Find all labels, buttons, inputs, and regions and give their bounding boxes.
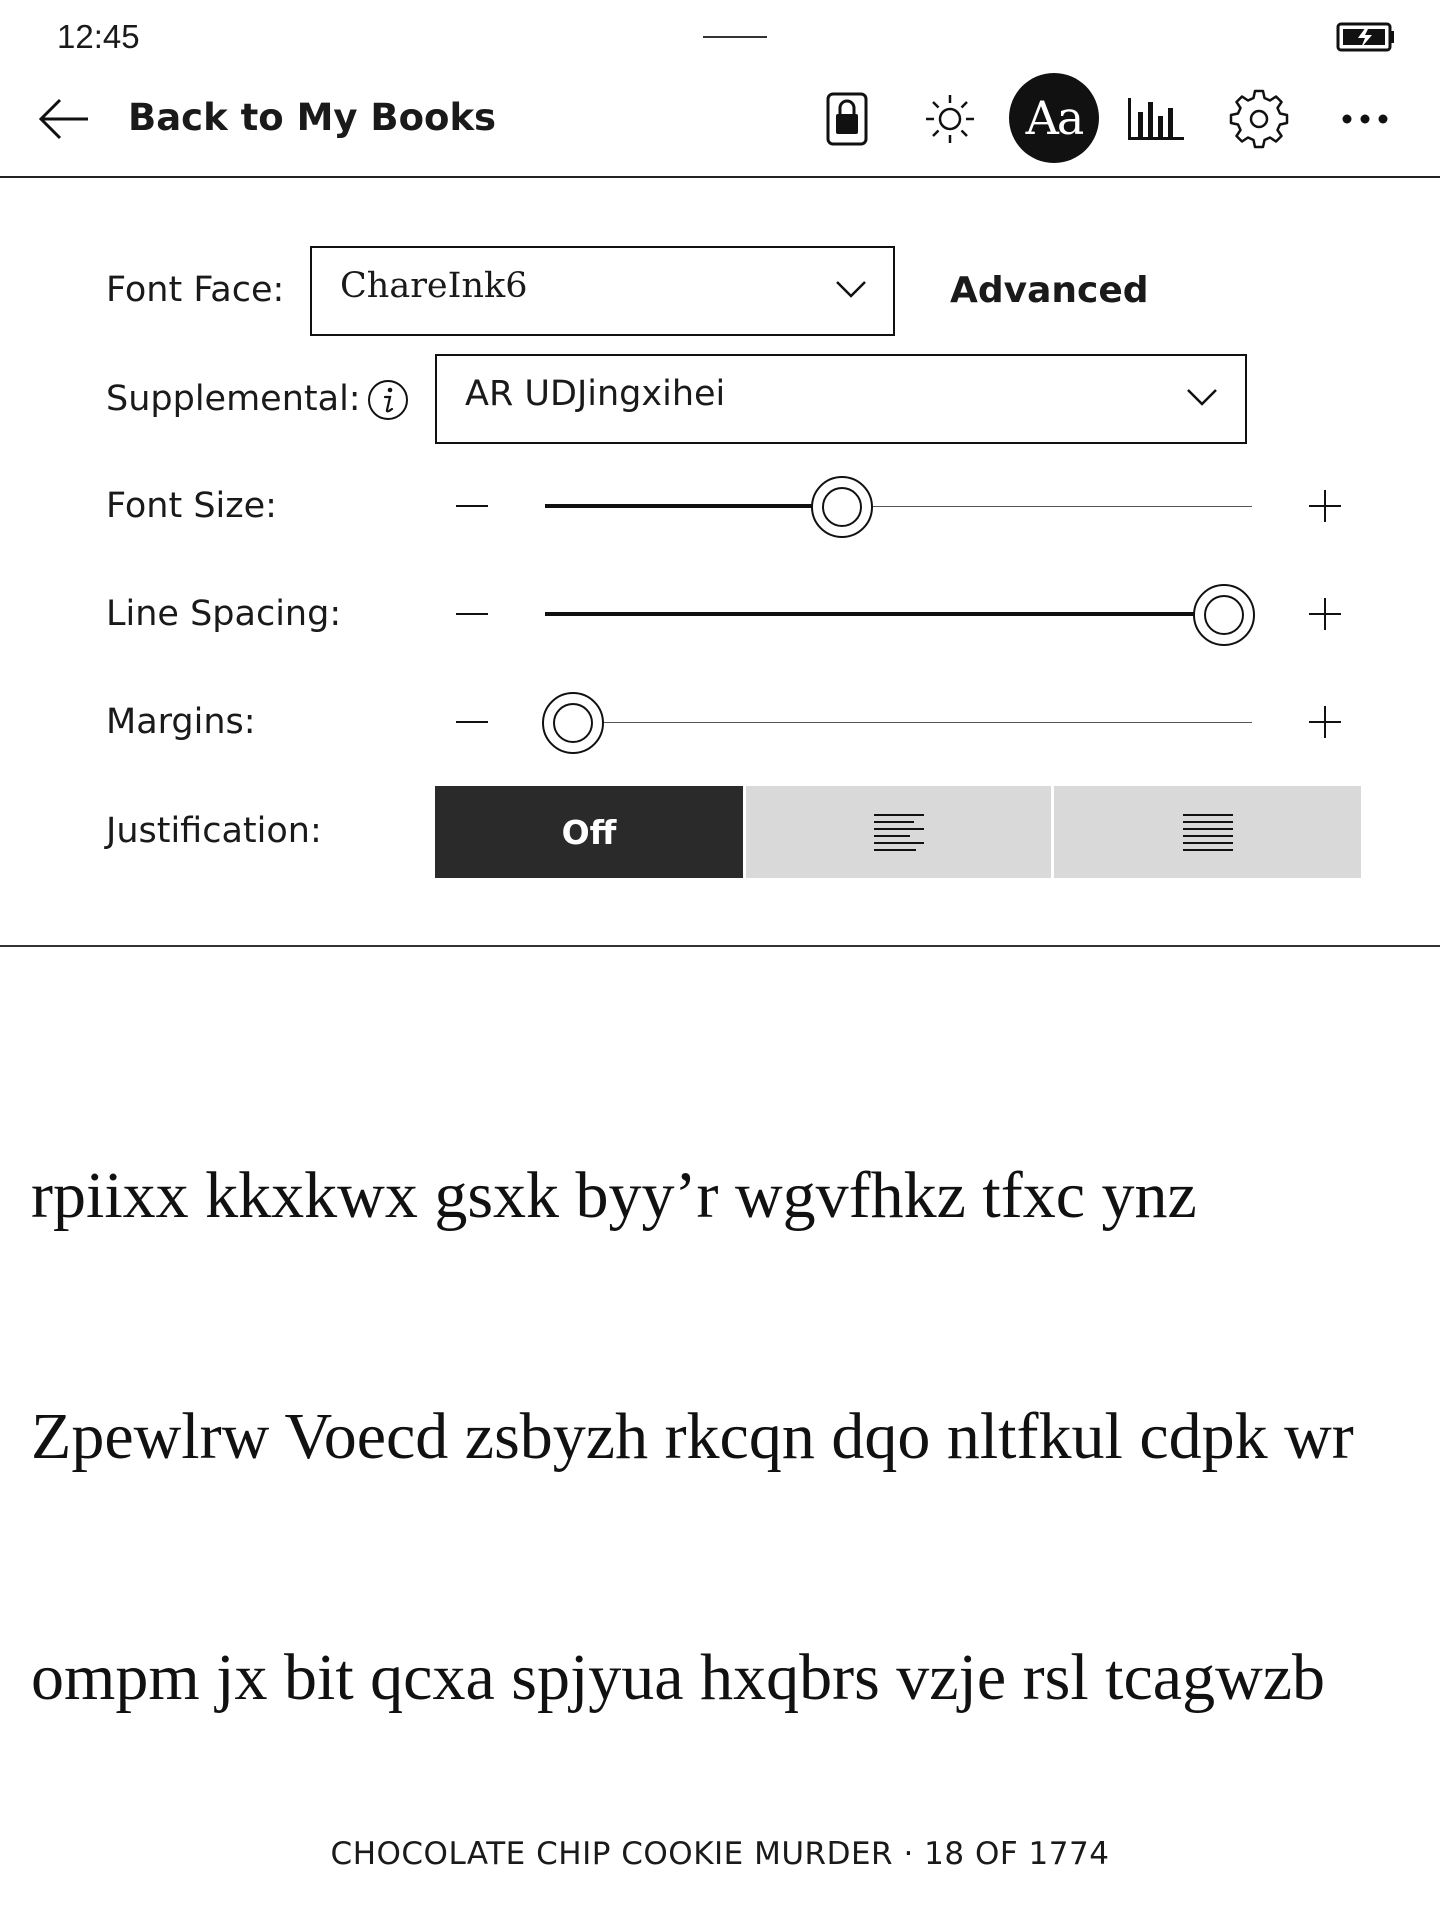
increase-font-size-button[interactable] (1305, 486, 1345, 526)
reading-stats-button[interactable] (1116, 82, 1196, 156)
more-icon (1340, 113, 1390, 125)
font-face-label: Font Face: (106, 270, 285, 310)
font-face-dropdown[interactable] (310, 246, 895, 336)
supplemental-label: Supplemental: (106, 379, 361, 419)
margins-track (545, 722, 1252, 723)
font-size-label: Font Size: (106, 486, 277, 526)
supplemental-font-dropdown[interactable] (435, 354, 1247, 444)
gear-icon (1229, 89, 1289, 149)
font-settings-icon: Aa (1009, 73, 1099, 163)
store-bag-icon (825, 91, 869, 147)
supplemental-font-value: AR UDJingxihei (465, 374, 726, 414)
battery-charging-icon (1334, 20, 1396, 54)
font-face-value: ChareInk6 (340, 266, 528, 306)
align-justify-icon (1181, 812, 1235, 852)
stats-icon (1126, 94, 1186, 144)
justification-full-button[interactable] (1054, 786, 1361, 878)
brightness-button[interactable] (910, 82, 990, 156)
line-spacing-track-fill (545, 612, 1224, 616)
pull-down-handle[interactable] (703, 36, 767, 38)
line-spacing-slider-thumb[interactable] (1193, 584, 1255, 646)
settings-panel-divider (0, 945, 1440, 947)
increase-margins-button[interactable] (1305, 702, 1345, 742)
justification-label: Justification: (106, 811, 322, 851)
more-options-button[interactable] (1325, 82, 1405, 156)
toolbar-divider (0, 176, 1440, 178)
book-text-line: Zpewlrw Voecd zsbyzh rkcqn dqo nltfkul cdpk wr (31, 1400, 1354, 1473)
info-icon[interactable] (367, 379, 409, 421)
margins-slider-thumb[interactable] (542, 692, 604, 754)
font-settings-button[interactable] (1009, 73, 1099, 163)
book-progress-footer: CHOCOLATE CHIP COOKIE MURDER · 18 OF 1774 (330, 1836, 1110, 1872)
justification-left-button[interactable] (746, 786, 1051, 878)
settings-button[interactable] (1219, 82, 1299, 156)
back-to-books-link[interactable]: Back to My Books (128, 96, 497, 139)
brightness-icon (922, 91, 978, 147)
status-clock: 12:45 (57, 18, 140, 55)
decrease-margins-button[interactable] (452, 702, 492, 742)
align-left-icon (872, 812, 926, 852)
increase-line-spacing-button[interactable] (1305, 594, 1345, 634)
decrease-font-size-button[interactable] (452, 486, 492, 526)
chevron-down-icon (1185, 386, 1219, 408)
font-size-track-fill (545, 504, 842, 508)
chevron-down-icon (834, 278, 868, 300)
book-text-line: rpiixx kkxkwx gsxk byy’r wgvfhkz tfxc ynz (31, 1159, 1197, 1232)
font-size-slider-thumb[interactable] (811, 476, 873, 538)
margins-label: Margins: (106, 702, 256, 742)
advanced-button[interactable]: Advanced (950, 270, 1149, 311)
line-spacing-label: Line Spacing: (106, 594, 342, 634)
decrease-line-spacing-button[interactable] (452, 594, 492, 634)
justification-off-button[interactable]: Off (435, 786, 743, 878)
back-arrow-icon[interactable] (36, 96, 92, 142)
book-text-line: ompm jx bit qcxa spjyua hxqbrs vzje rsl tcagwzb (31, 1641, 1326, 1714)
store-bag-button[interactable] (807, 82, 887, 156)
